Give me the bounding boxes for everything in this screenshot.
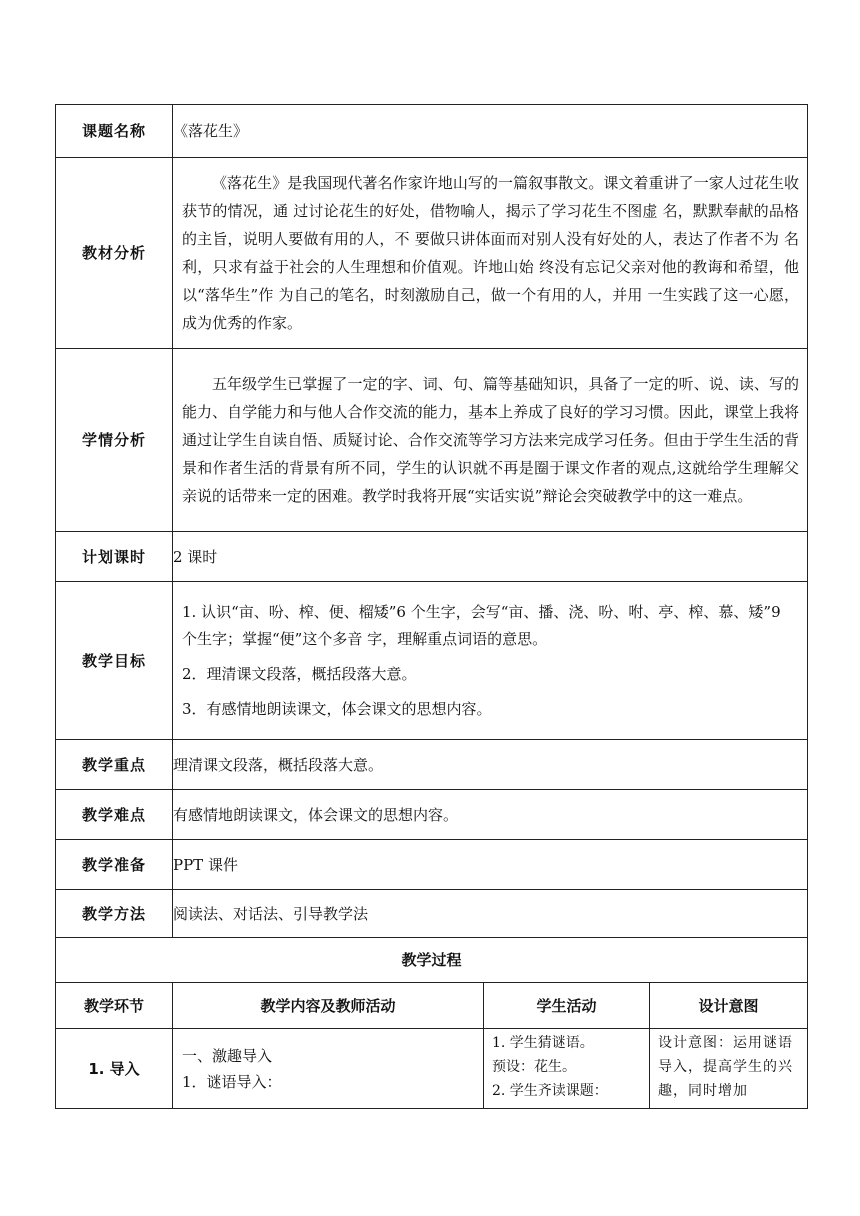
header-design-intent: 设计意图 xyxy=(650,983,808,1029)
student-activity-line: 1. 学生猜谜语。 xyxy=(492,1035,594,1051)
label-student-analysis: 学情分析 xyxy=(56,349,173,532)
label-teaching-goals: 教学目标 xyxy=(56,582,173,740)
teacher-activity-line: 一、激趣导入 xyxy=(182,1046,273,1065)
value-method: 阅读法、对话法、引导教学法 xyxy=(173,890,808,938)
header-stage: 教学环节 xyxy=(56,983,173,1029)
label-key-point: 教学重点 xyxy=(56,740,173,790)
label-title: 课题名称 xyxy=(56,105,173,158)
row-teaching-goals xyxy=(56,582,808,740)
student-activity-line: 预设：花生。 xyxy=(492,1059,576,1075)
process-title: 教学过程 xyxy=(56,938,808,983)
value-planned-hours: 2 课时 xyxy=(173,532,808,582)
teacher-activity-line: 1．谜语导入： xyxy=(182,1072,282,1091)
teacher-activity-intro xyxy=(173,1029,484,1109)
value-teaching-goals xyxy=(173,582,808,740)
header-teacher-activity: 教学内容及教师活动 xyxy=(173,983,484,1029)
design-intent-intro xyxy=(650,1029,808,1109)
goal-item: 3．有感情地朗读课文，体会课文的思想内容。 xyxy=(182,699,492,718)
value-student-analysis xyxy=(173,349,808,532)
textbook-analysis-text: 《落花生》是我国现代著名作家许地山写的一篇叙事散文。课文着重讲了一家人过花生收获节的情况，通 过讨论花生的好处，借物喻人，揭示了学习花生不图虚 名，默默奉献的品格的主旨，说明人要做有用的人，不 要做只讲体面而对别人没有好处的人，表达了作者不为 名利，只求有益于社会的人生理想和价值观。许地山始 终没有忘记父亲对他的教诲和希望，他以“落华生”作 为自己的笔名，时刻激励自己，做一个有用的人，并用 一生实践了这一心愿，成为优秀的作家。 xyxy=(182,174,800,332)
row-preparation xyxy=(56,840,808,890)
row-process-title xyxy=(56,938,808,983)
value-title: 《落花生》 xyxy=(173,105,808,158)
student-activity-intro xyxy=(484,1029,650,1109)
row-process-headers xyxy=(56,983,808,1029)
goal-item: 2．理清课文段落，概括段落大意。 xyxy=(182,664,417,683)
label-planned-hours: 计划课时 xyxy=(56,532,173,582)
value-textbook-analysis xyxy=(173,158,808,349)
design-intent-text: 设计意图：运用谜语导入，提高学生的兴趣，同时增加 xyxy=(658,1035,793,1099)
lesson-plan-table xyxy=(55,104,808,1109)
value-key-point: 理清课文段落，概括段落大意。 xyxy=(173,740,808,790)
value-difficulty: 有感情地朗读课文，体会课文的思想内容。 xyxy=(173,790,808,840)
student-activity-line: 2. 学生齐读课题： xyxy=(492,1083,608,1099)
label-method: 教学方法 xyxy=(56,890,173,938)
row-key-point xyxy=(56,740,808,790)
goal-item: 1. 认识“亩、吩、榨、便、榴矮”6 个生字，会写“亩、播、浇、吩、咐、亭、榨、慕、矮”9 个生字；掌握“便”这个多音 字，理解重点词语的意思。 xyxy=(182,602,781,648)
label-difficulty: 教学难点 xyxy=(56,790,173,840)
value-preparation: PPT 课件 xyxy=(173,840,808,890)
label-textbook-analysis: 教材分析 xyxy=(56,158,173,349)
row-title xyxy=(56,105,808,158)
row-planned-hours xyxy=(56,532,808,582)
stage-intro: 1. 导入 xyxy=(56,1029,173,1109)
row-textbook-analysis xyxy=(56,158,808,349)
header-student-activity: 学生活动 xyxy=(484,983,650,1029)
label-preparation: 教学准备 xyxy=(56,840,173,890)
row-method xyxy=(56,890,808,938)
student-analysis-text: 五年级学生已掌握了一定的字、词、句、篇等基础知识，具备了一定的听、说、读、写的能力、自学能力和与他人合作交流的能力，基本上养成了良好的学习习惯。因此，课堂上我将通过让学生自读自悟、质疑讨论、合作交流等学习方法来完成学习任务。但由于学生生活的背景和作者生活的背景有所不同，学生的认识就不再是圈于课文作者的观点,这就给学生理解父亲说的话带来一定的困难。教学时我将开展“实话实说”辩论会突破教学中的这一难点。 xyxy=(182,375,800,505)
row-difficulty xyxy=(56,790,808,840)
row-process-intro xyxy=(56,1029,808,1109)
row-student-analysis xyxy=(56,349,808,532)
